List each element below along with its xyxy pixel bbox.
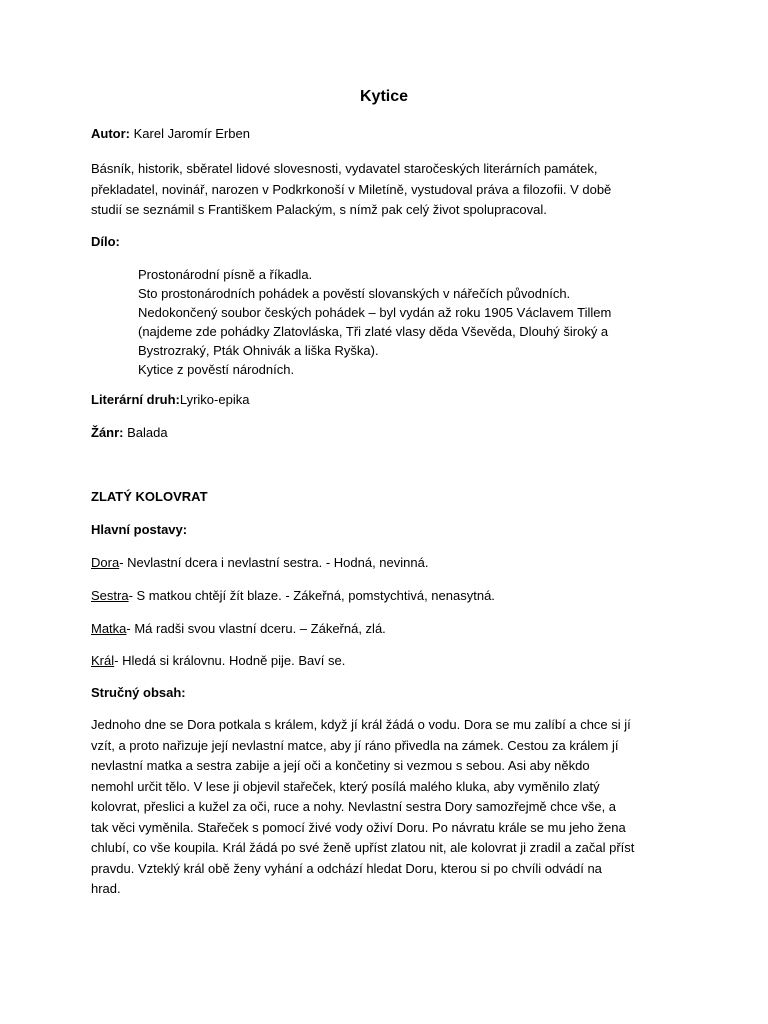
summary-line: tak věci vyměnila. Stařeček s pomocí živé vody oživí Doru. Po návratu krále se mu jeho žena [91, 820, 626, 835]
character-name: Dora [91, 555, 120, 570]
summary-line: nemohl určit tělo. V lese ji objevil stařeček, který posílá malého kluka, aby vyměnilo zlatý [91, 779, 600, 794]
summary-label: Stručný obsah: [91, 685, 186, 700]
summary-line: vzít, a proto nařizuje její nevlastní matce, aby jí ráno přivedla na zámek. Cestou za králem jí [91, 738, 619, 753]
character-line [91, 619, 386, 639]
works-line: Bystrozraký, Pták Ohnivák a liška Ryška). [138, 343, 379, 358]
character-desc: - S matkou chtějí žít blaze. - Zákeřná, pomstychtivá, nenasytná. [128, 588, 495, 603]
character-name: Král [91, 653, 115, 668]
works-line: Prostonárodní písně a říkadla. [138, 267, 313, 282]
character-desc: - Nevlastní dcera i nevlastní sestra. - Hodná, nevinná. [119, 555, 429, 570]
genre-label: Žánr: [91, 425, 124, 440]
summary-line: hrad. [91, 881, 121, 896]
author-line [91, 124, 250, 144]
document-title: Kytice [359, 88, 409, 105]
character-name: Matka [91, 621, 127, 636]
bio-line: překladatel, novinář, narozen v Podkrkonoší v Miletíně, vystudoval práva a filozofii. V době [91, 182, 612, 197]
character-desc: - Má radši svou vlastní dceru. – Zákeřná, zlá. [126, 621, 386, 636]
character-name: Sestra [91, 588, 129, 603]
bio-line: Básník, historik, sběratel lidové slovesnosti, vydavatel staročeských literárních památek, [91, 161, 598, 176]
works-line: (najdeme zde pohádky Zlatovláska, Tři zlaté vlasy děda Vševěda, Dlouhý široký a [138, 324, 609, 339]
summary-line: Jednoho dne se Dora potkala s králem, když jí král žádá o vodu. Dora se mu zalíbí a chce si jí [91, 717, 631, 732]
characters-label: Hlavní postavy: [91, 522, 188, 537]
genre-type-label: Literární druh: [91, 392, 180, 407]
author-label: Autor: [91, 126, 130, 141]
genre-line [91, 423, 168, 443]
summary-line: nevlastní matka a sestra zabije a její oči a končetiny si vezmou s sebou. Asi aby někdo [91, 758, 590, 773]
works-label: Dílo: [91, 234, 120, 249]
character-line [91, 553, 428, 573]
character-line [91, 651, 345, 671]
genre-value: Balada [127, 425, 168, 440]
summary-line: pravdu. Vzteklý král obě ženy vyhání a odchází hledat Doru, kterou si po chvíli odvádí na [91, 861, 602, 876]
character-desc: - Hledá si královnu. Hodně pije. Baví se. [114, 653, 346, 668]
summary-line: kolovrat, přeslici a kužel za oči, ruce a nohy. Nevlastní sestra Dory samozřejmě chce vše, a [91, 799, 617, 814]
bio-line: studií se seznámil s Františkem Palackým, s nímž pak celý život spolupracoval. [91, 202, 547, 217]
section-title: ZLATÝ KOLOVRAT [91, 489, 208, 504]
genre-type-line [91, 390, 249, 410]
works-line: Sto prostonárodních pohádek a pověstí slovanských v nářečích původních. [138, 286, 571, 301]
genre-type-value: Lyriko-epika [179, 392, 250, 407]
author-name: Karel Jaromír Erben [133, 126, 250, 141]
summary-line: chlubí, co vše koupila. Král žádá po své ženě upříst zlatou nit, ale kolovrat ji zradil a začal příst [91, 840, 635, 855]
works-line: Nedokončený soubor českých pohádek – byl vydán až roku 1905 Václavem Tillem [138, 305, 612, 320]
character-line [91, 586, 495, 606]
works-line: Kytice z pověstí národních. [138, 362, 295, 377]
